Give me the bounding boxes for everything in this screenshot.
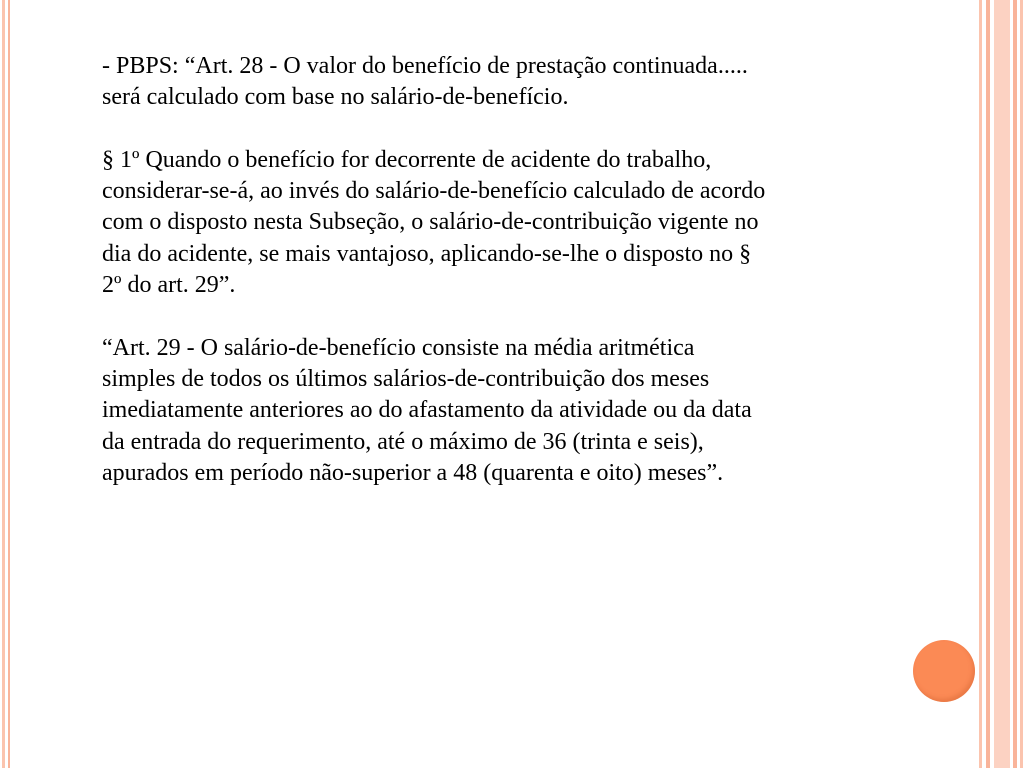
text-line: - PBPS: “Art. 28 - O valor do benefício de prestação continuada..... — [102, 53, 748, 79]
text-line: imediatamente anteriores ao do afastamento da atividade ou da data — [102, 397, 752, 424]
text-line: apurados em período não-superior a 48 (quarenta e oito) meses”. — [102, 459, 724, 486]
text-line: 2º do art. 29”. — [102, 272, 236, 299]
right-border-decoration — [978, 0, 1024, 768]
left-border-decoration — [0, 0, 14, 768]
paragraph-paragraph-1 — [102, 145, 892, 301]
text-line: com o disposto nesta Subseção, o salário-de-contribuição vigente no — [102, 209, 759, 236]
text-line: considerar-se-á, ao invés do salário-de-benefício calculado de acordo — [102, 178, 766, 205]
text-line: será calculado com base no salário-de-benefício. — [102, 84, 569, 111]
paragraph-art-29 — [102, 333, 892, 489]
text-line: da entrada do requerimento, até o máximo de 36 (trinta e seis), — [102, 428, 704, 455]
slide-body-text — [102, 51, 892, 489]
paragraph-art-28 — [102, 51, 892, 114]
orange-circle-decoration — [913, 640, 975, 702]
text-line: § 1º Quando o benefício for decorrente de acidente do trabalho, — [102, 146, 712, 173]
text-line: “Art. 29 - O salário-de-benefício consiste na média aritmética — [102, 334, 695, 361]
text-line: dia do acidente, se mais vantajoso, aplicando-se-lhe o disposto no § — [102, 240, 752, 267]
text-line: simples de todos os últimos salários-de-contribuição dos meses — [102, 365, 710, 392]
